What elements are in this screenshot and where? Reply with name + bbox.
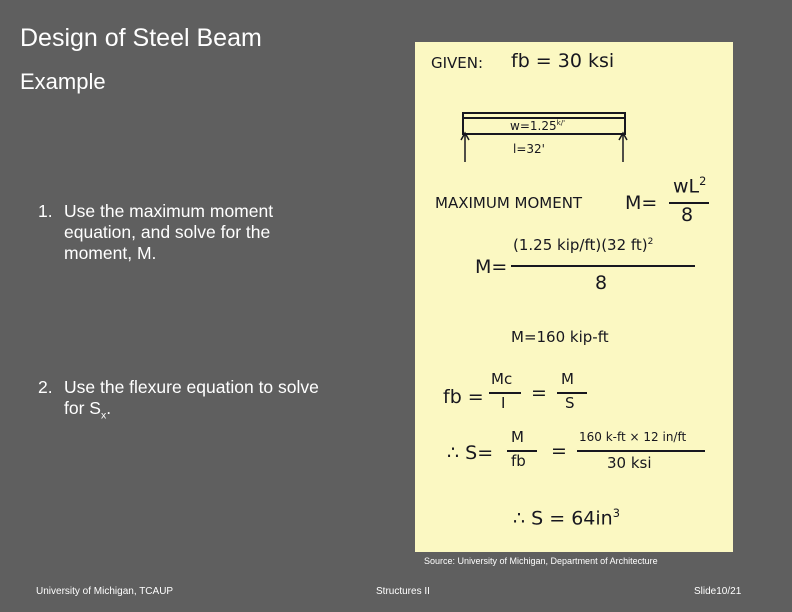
substitution-bar xyxy=(511,265,695,267)
footer-course: Structures II xyxy=(376,586,430,597)
beam-load-unit: k/' xyxy=(556,118,566,127)
formula-exponent: 2 xyxy=(699,174,707,188)
solve-lhs: ∴ S= xyxy=(447,442,494,464)
solve-rhs-numerator: 160 k-ft × 12 in/ft xyxy=(579,430,687,444)
step-2-number: 2. xyxy=(38,377,53,397)
substitution-numerator-text: (1.25 kip/ft)(32 ft) xyxy=(513,236,648,254)
step-2-text-end: . xyxy=(106,398,112,418)
beam-load-value: w=1.25 xyxy=(510,119,557,133)
substitution-denominator: 8 xyxy=(595,272,608,294)
image-source-caption: Source: University of Michigan, Department of Architecture xyxy=(424,556,658,566)
slide-title: Design of Steel Beam xyxy=(20,24,262,52)
final-result-text: ∴ S = 64in xyxy=(513,507,613,530)
beam-diagram xyxy=(415,42,733,172)
solve-rhs-bar xyxy=(577,450,705,452)
given-label: GIVEN: xyxy=(431,54,484,72)
beam-length-label: l=32' xyxy=(513,142,545,156)
substitution-numerator xyxy=(513,236,653,254)
max-moment-label: MAXIMUM MOMENT xyxy=(435,194,583,212)
given-fb: fb = 30 ksi xyxy=(511,50,615,72)
max-moment-m: M= xyxy=(625,192,658,214)
step-1-text: Use the maximum moment equation, and solve for the moment, M. xyxy=(64,201,274,263)
formula-denominator: 8 xyxy=(681,204,694,226)
solve-mid-denominator: fb xyxy=(511,452,526,470)
flexure-lhs: fb = xyxy=(443,386,484,408)
step-2 xyxy=(38,377,338,427)
step-1-number: 1. xyxy=(38,201,53,221)
flexure-mid-denominator: I xyxy=(501,394,506,412)
flexure-rhs-numerator: M xyxy=(561,370,574,388)
flexure-rhs-denominator: S xyxy=(565,394,575,412)
step-2-text-sub: x xyxy=(100,409,107,422)
slide-subtitle: Example xyxy=(20,69,106,94)
solve-rhs-denominator: 30 ksi xyxy=(607,454,652,472)
footer-slide-number: Slide10/21 xyxy=(694,586,742,597)
beam-load-label xyxy=(510,118,565,133)
substitution-exponent: 2 xyxy=(647,237,654,247)
flexure-mid-numerator: Mc xyxy=(491,370,513,388)
footer-institution: University of Michigan, TCAUP xyxy=(36,586,174,597)
step-2-text xyxy=(64,377,338,427)
formula-numerator xyxy=(673,174,706,197)
final-result xyxy=(513,506,620,529)
final-result-exponent: 3 xyxy=(612,506,620,520)
formula-numerator-text: wL xyxy=(673,175,700,198)
solve-mid-numerator: M xyxy=(511,428,524,446)
solve-eq: = xyxy=(551,440,567,462)
flexure-eq: = xyxy=(531,382,547,404)
step-1 xyxy=(38,201,338,264)
moment-result: M=160 kip-ft xyxy=(511,328,609,346)
step-2-text-main: Use the flexure equation to solve for S xyxy=(64,377,319,418)
substitution-m: M= xyxy=(475,256,508,278)
handwritten-notes-image xyxy=(415,42,733,552)
